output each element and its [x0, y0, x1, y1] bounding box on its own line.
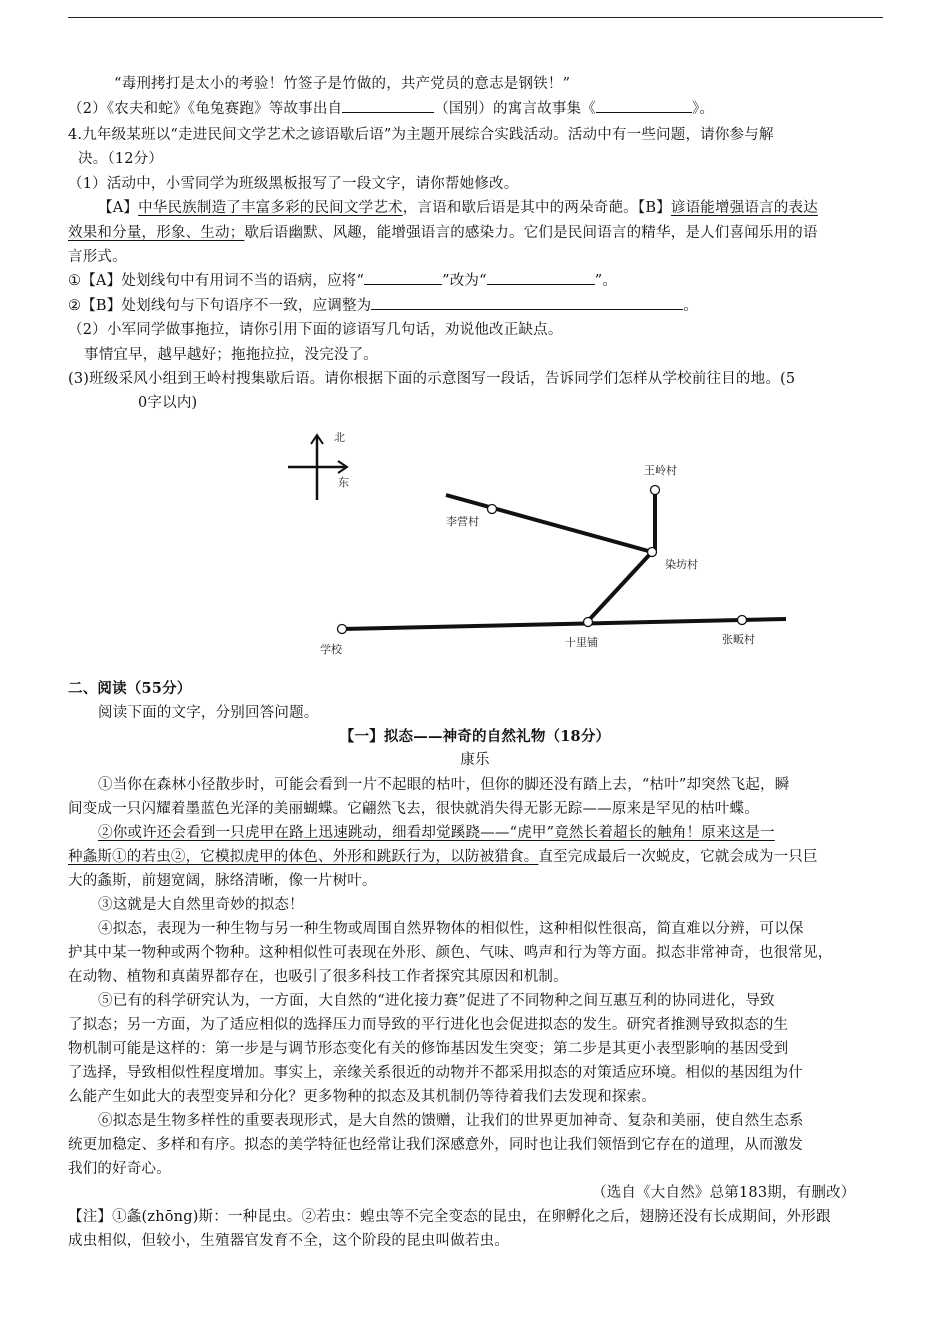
answer-blank[interactable]	[487, 270, 595, 285]
north-label: 北	[334, 431, 345, 444]
ranfang-node	[648, 548, 657, 557]
paragraph-1-line: ①当你在森林小径散步时，可能会看到一片不起眼的枯叶，但你的脚还没有踏上去，“枯叶”却突然飞起，瞬	[98, 777, 790, 793]
passage-mid: ，言语和歇后语是其中的两朵奇葩。	[402, 200, 638, 216]
proverb: 事情宜早，越早越好；拖拖拉拉，没完没了。	[84, 347, 378, 363]
liying-node	[488, 505, 497, 514]
paragraph-4-line: 在动物、植物和真菌界都存在，也吸引了很多科技工作者探究其原因和机制。	[68, 969, 568, 985]
underlined-sentence-b-cont: 效果和分量，形象、生动；	[68, 225, 245, 241]
note-line: 【注】①螽(zhōng)斯：一种昆虫。②若虫：蝗虫等不完全变态的昆虫，在卵孵化之后，翅膀还没有长成期间，外形跟	[68, 1209, 831, 1225]
paragraph-5-line: 了选择，导致相似性程度增加。事实上，亲缘关系很近的动物并不都采用拟态的对策适应环境。相似的基因组为什	[68, 1065, 803, 1081]
ranfang-label: 染坊村	[665, 558, 698, 571]
paragraph-2-underlined: 种螽斯①的若虫②，它模拟虎甲的体色、外形和跳跃行为，以防被猎食。	[68, 849, 539, 865]
item-1-a: ①【A】处划线句中有用词不当的语病，应将“	[68, 273, 365, 289]
item-1-c: ”。	[594, 273, 618, 289]
q4-title: 4.九年级某班以“走进民间文学艺术之谚语歇后语”为主题开展综合实践活动。活动中有一些问题，请你参与解	[68, 127, 774, 143]
item-2-a: ②【B】处划线句与下句语序不一致，应调整为	[68, 298, 372, 314]
paragraph-4-line: ④拟态，表现为一种生物与另一种生物或周围自然界物体的相似性，这种相似性很高，简直难以分辨，可以保	[98, 921, 804, 937]
answer-blank[interactable]	[342, 98, 434, 113]
ranfang-road	[588, 552, 652, 621]
zhangfan-node	[738, 616, 747, 625]
wangling-node	[651, 486, 660, 495]
article-author: 康乐	[460, 752, 490, 768]
zhangfan-label: 张畈村	[722, 633, 755, 646]
q2-part2: （国别）的寓言故事集《	[434, 101, 596, 117]
paragraph-2-line: ②你或许还会看到一只虎甲在路上迅速跳动，细看却觉蹊跷——“虎甲”竟然长着超长的触角！原来这是一	[98, 825, 775, 841]
paragraph-6-line: 我们的好奇心。	[68, 1161, 171, 1177]
q2-part3: 》。	[691, 101, 715, 117]
paragraph-4-line: 护其中某一物种或两个物种。这种相似性可表现在外形、颜色、气味、鸣声和行为等方面。拟态非常神奇，也很常见，	[68, 945, 833, 961]
school-node	[338, 625, 347, 634]
school-label: 学校	[320, 643, 342, 656]
passage-line-2-rest: 歇后语幽默、风趣，能增强语言的感染力。它们是民间语言的精华，是人们喜闻乐用的语	[244, 225, 818, 241]
tag-a: 【A】	[98, 200, 139, 216]
paragraph-6-line: 统更加稳定、多样和有序。拟态的美学特征也经常让我们深感意外，同时也让我们领悟到它存在的道理，从而激发	[68, 1137, 803, 1153]
article-title: 【一】拟态——神奇的自然礼物（18分）	[339, 728, 611, 745]
source-citation: （选自《大自然》总第183期，有删改）	[592, 1185, 856, 1201]
quote-line: “毒刑拷打是太小的考验！竹签子是竹做的，共产党员的意志是钢铁！”	[114, 76, 571, 92]
wangling-label: 王岭村	[644, 464, 677, 477]
q4-sub3: (3)班级采风小组到王岭村搜集歇后语。请你根据下面的示意图写一段话，告诉同学们怎样从学校前往目的地。(5	[68, 371, 796, 387]
shilipu-node	[584, 618, 593, 627]
item-1-b: ”改为“	[442, 273, 487, 289]
passage-line-2	[68, 222, 818, 244]
item-2-b: 。	[683, 298, 699, 314]
paragraph-5-line: 物机制可能是这样的：第一步是与调节形态变化有关的修饰基因发生突变；第二步是其更小表型影响的基因受到	[68, 1041, 789, 1057]
item-1	[68, 270, 617, 292]
liying-label: 李营村	[446, 515, 479, 528]
q4-sub1: （1）活动中，小雪同学为班级黑板报写了一段文字，请你帮她修改。	[68, 176, 519, 192]
paragraph-5-line: 了拟态；另一方面，为了适应相似的选择压力而导致的平行进化也会促进拟态的发生。研究者推测导致拟态的生	[68, 1017, 789, 1033]
tag-b: 【B】	[637, 200, 671, 216]
underlined-sentence-b: 谚语能增强语言的表达	[670, 200, 818, 216]
paragraph-6-line: ⑥拟态是生物多样性的重要表现形式，是大自然的馈赠，让我们的世界更加神奇、复杂和美丽，使自然生态系	[98, 1113, 804, 1129]
main-road	[342, 619, 786, 629]
east-label: 东	[338, 476, 349, 489]
paragraph-2-line: 大的螽斯，前翅宽阔，脉络清晰，像一片树叶。	[68, 873, 377, 889]
question-2-line	[68, 98, 714, 120]
q4-sub2: （2）小军同学做事拖拉，请你引用下面的谚语写几句话，劝说他改正缺点。	[68, 322, 563, 338]
q2-part1: （2）《农夫和蛇》《龟兔赛跑》等故事出自	[68, 101, 343, 117]
section-title: 二、阅读（55分）	[68, 680, 192, 697]
passage-line-3: 言形式。	[68, 249, 127, 265]
underlined-sentence-a: 中华民族制造了丰富多彩的民间文学艺术	[138, 200, 403, 216]
reading-instruction: 阅读下面的文字，分别回答问题。	[98, 705, 319, 721]
note-line: 成虫相似，但较小，生殖器官发育不全，这个阶段的昆虫叫做若虫。	[68, 1233, 509, 1249]
q4-title-cont: 决。（12分）	[78, 151, 164, 167]
paragraph-5-line: 么能产生如此大的表型变异和分化？更多物种的拟态及其机制仍等待着我们去发现和探索。	[68, 1089, 656, 1105]
route-map	[280, 424, 800, 656]
answer-blank[interactable]	[364, 270, 442, 285]
paragraph-5-line: ⑤已有的科学研究认为，一方面，大自然的“进化接力赛”促进了不同物种之间互惠互利的协同进化，导致	[98, 993, 775, 1009]
answer-blank[interactable]	[596, 98, 692, 113]
passage-line-1	[98, 197, 818, 219]
top-rule	[68, 17, 883, 18]
item-2	[68, 295, 698, 317]
paragraph-2-line	[68, 846, 818, 868]
shilipu-label: 十里铺	[565, 636, 598, 649]
paragraph-1-line: 间变成一只闪耀着墨蓝色光泽的美丽蝴蝶。它翩然飞去，很快就消失得无影无踪——原来是罕见的枯叶蝶。	[68, 801, 759, 817]
paragraph-2-rest: 直至完成最后一次蜕皮，它就会成为一只巨	[538, 849, 818, 865]
paragraph-3: ③这就是大自然里奇妙的拟态！	[98, 897, 304, 913]
q4-sub3-cont: 0字以内)	[138, 395, 198, 411]
answer-blank[interactable]	[371, 295, 683, 310]
